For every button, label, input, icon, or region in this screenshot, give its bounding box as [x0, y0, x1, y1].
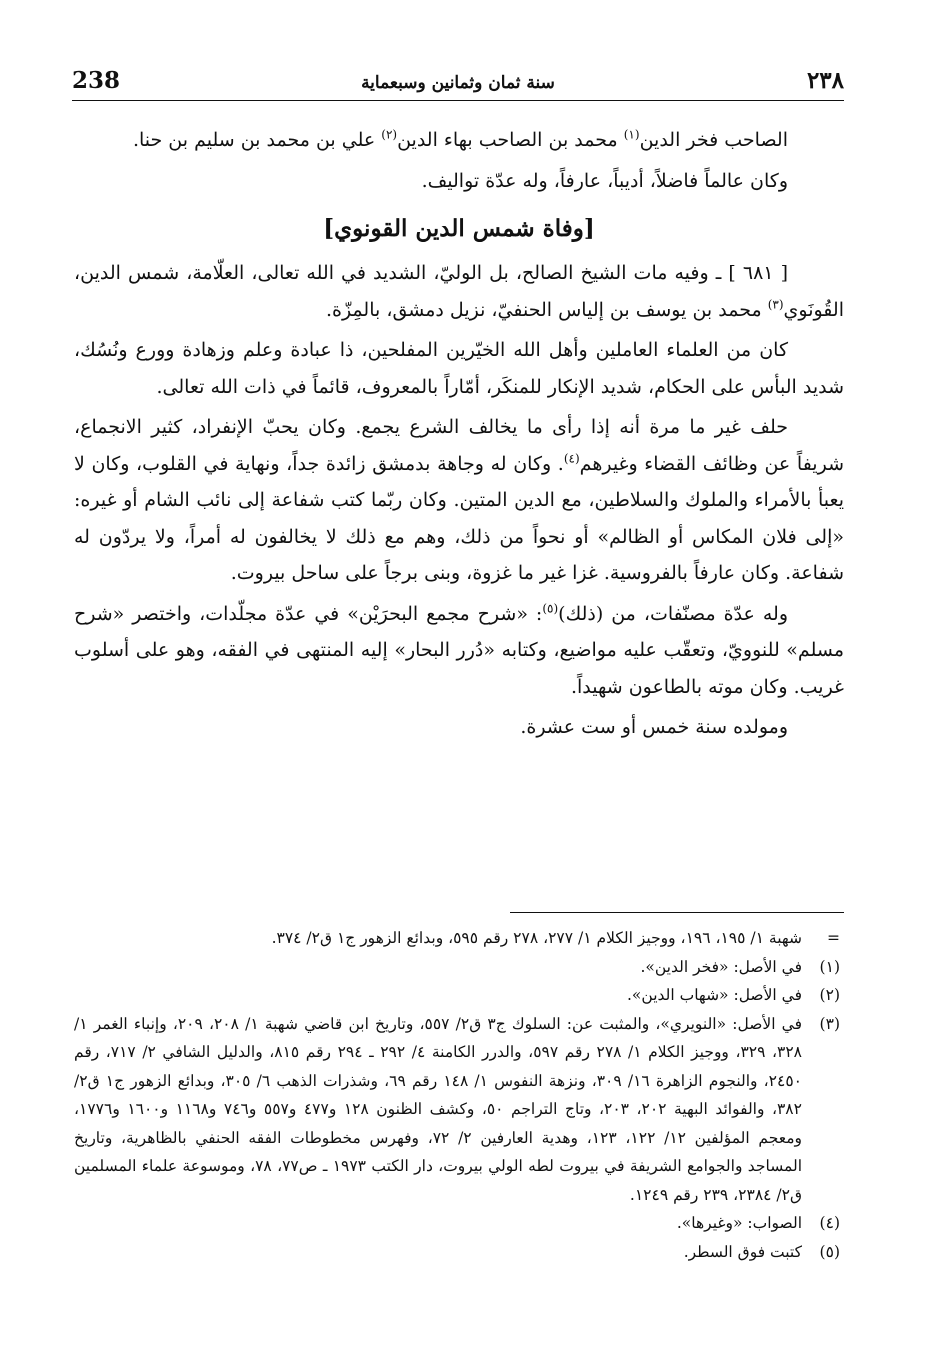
- footnote-mark: (٢): [819, 986, 840, 1004]
- text-run: . وكان له وجاهة بدمشق زائدة جداً، ونهاية في القلوب، وكان لا يعبأ بالأمراء والملوك والسلاطين، مع الدين المتين. وكان ربّما كتب شفاعة إلى نائب الشام أو غيره: «إلى فلان المكاس أو الظالم» أو نحواً من ذلك، وهم مع ذلك لا يخالفون له أمراً، ولا يردّون له شفاعة. وكان عارفاً بالفروسية. غزا غير ما غزوة، وبنى برجاً على ساحل بيروت.: [74, 452, 844, 584]
- footnote-ref: (١): [623, 127, 640, 142]
- footnote-ref: (٥): [542, 601, 559, 616]
- footnote: [74, 953, 846, 982]
- footnote: [74, 924, 846, 953]
- footnote-mark: (٣): [819, 1014, 840, 1033]
- footnote-mark: (٤): [819, 1214, 840, 1232]
- page-header: [72, 66, 844, 101]
- footnote-text: في الأصل: «النويري»، والمثبت عن: السلوك ج٣ ق٢/ ٥٥٧، وتاريخ ابن قاضي شهبة ١/ ٢٠٨، ٢٠٩، وإنباء الغمر ١/ ٣٢٨، ٣٢٩، ووجيز الكلام ١/ ٢٧٨ رقم ٥٩٧، والدرر الكامنة ٤/ ٢٩٢ ـ ٢٩٤ رقم ٨١٥، والدليل الشافي ٢/ ٧١٧، رقم ٢٤٥٠، والنجوم الزاهرة ١٦/ ٣٠٩، ونزهة النفوس ١/ ١٤٨ رقم ٦٩، وشذرات الذهب ٦/ ٣٠٥، وبدائع الزهور ج١ ق٢/ ٣٨٢، والفوائد البهية ٢٠٢، ٢٠٣، وتاج التراجم ٥٠، وكشف الظنون ١٢٨ و٤٧٧ و٥٥٧ و٧٤٦ و١١٦٨ و١٦٠٠ و١٧٧٦، ومعجم المؤلفين ١٢/ ١٢٢، ١٢٣، وهدية العارفين ٢/ ٧٢، وفهرس مخطوطات الفقه الحنفي بالظاهرية، وتاريخ المساجد والجوامع الشريفة في بيروت لطه الولي بيروت، دار الكتب ١٩٧٣ ـ ص٧٧، ٧٨، وموسوعة علماء المسلمين ق٢/ ٢٣٨٤، ٢٣٩ رقم ١٢٤٩.: [74, 1014, 803, 1204]
- footnote-text: في الأصل: «شهاب الدين».: [627, 986, 802, 1004]
- paragraph: [74, 409, 844, 592]
- text-run: حلف غير ما مرة أنه إذا رأى ما يخالف الشرع يجمع. وكان يحبّ الإنفراد، كثير الانجماع، شريفاً عن وظائف القضاء وغيرهم: [74, 416, 844, 475]
- footnote-text: في الأصل: «فخر الدين».: [640, 957, 802, 976]
- footnote-text: الصواب: «وغيرها».: [676, 1214, 802, 1232]
- text-run: محمد بن الصاحب بهاء الدين: [397, 129, 624, 151]
- paragraph: ومولده سنة خمس أو ست عشرة.: [520, 716, 788, 738]
- text-run: محمد بن يوسف بن إلياس الحنفيّ، نزيل دمشق، بالمِزّة.: [325, 298, 768, 321]
- page-number-latin: 238: [72, 67, 121, 94]
- footnote: [74, 1209, 846, 1238]
- paragraph: [74, 122, 844, 159]
- footnote-mark: (٥): [819, 1242, 840, 1261]
- paragraph: كان من العلماء العاملين وأهل الله الخيّرين المفلحين، ذا عبادة وعلم وزهادة وورع ونُسُك، شديد البأس على الحكام، شديد الإنكار للمنكَر، أمّاراً بالمعروف، قائماً في ذات الله تعالى.: [74, 339, 844, 398]
- text-run: علي بن محمد بن سليم بن حنا.: [132, 129, 382, 151]
- section-heading: [وفاة شمس الدين القونوي]: [323, 215, 595, 242]
- paragraph: وكان عالماً فاضلاً، أديباً، عارفاً، وله عدّة تواليف.: [421, 169, 788, 192]
- footnote-ref: (٣): [767, 297, 784, 312]
- entry-paragraph: [74, 255, 844, 328]
- footnote-mark: =: [827, 929, 840, 947]
- text-run: [ ٦٨١ ] ـ وفيه مات الشيخ الصالح، بل الوليّ، الشديد في الله تعالى، العلّامة، شمس الدين، القُونَوي: [74, 262, 844, 321]
- running-title: سنة ثمان وثمانين وسبعماية: [361, 73, 555, 93]
- footnote-mark: (١): [819, 957, 840, 976]
- footnote: [74, 981, 846, 1010]
- paragraph: [74, 596, 844, 706]
- footnote-ref: (٤): [563, 451, 580, 466]
- footnote: [74, 1010, 846, 1210]
- page-number-arabic: ٢٣٨: [806, 67, 844, 94]
- text-run: الصاحب فخر الدين: [639, 129, 788, 151]
- main-text: [74, 122, 844, 750]
- text-run: : «شرح مجمع البحرَيْن» في عدّة مجلّدات، واختصر «شرح مسلم» للنوويّ، وتعقّب عليه مواضيع، وكتابه «دُرر البحار» إليه المنتهى في الفقه، وهو على أسلوب غريب. وكان موته بالطاعون شهيداً.: [74, 602, 844, 698]
- text-run: وله عدّة مصنّفات، من (ذلك): [558, 602, 788, 625]
- footnote-text: كتبت فوق السطر.: [683, 1242, 802, 1261]
- footnotes: [74, 924, 846, 1266]
- footnote-ref: (٢): [381, 127, 398, 142]
- footnote-text: شهبة ١/ ١٩٥، ١٩٦، ووجيز الكلام ١/ ٢٧٧، ٢٧٨ رقم ٥٩٥، وبدائع الزهور ج١ ق٢/ ٣٧٤.: [271, 929, 802, 947]
- footnote-divider: [510, 912, 844, 913]
- footnote: [74, 1238, 846, 1267]
